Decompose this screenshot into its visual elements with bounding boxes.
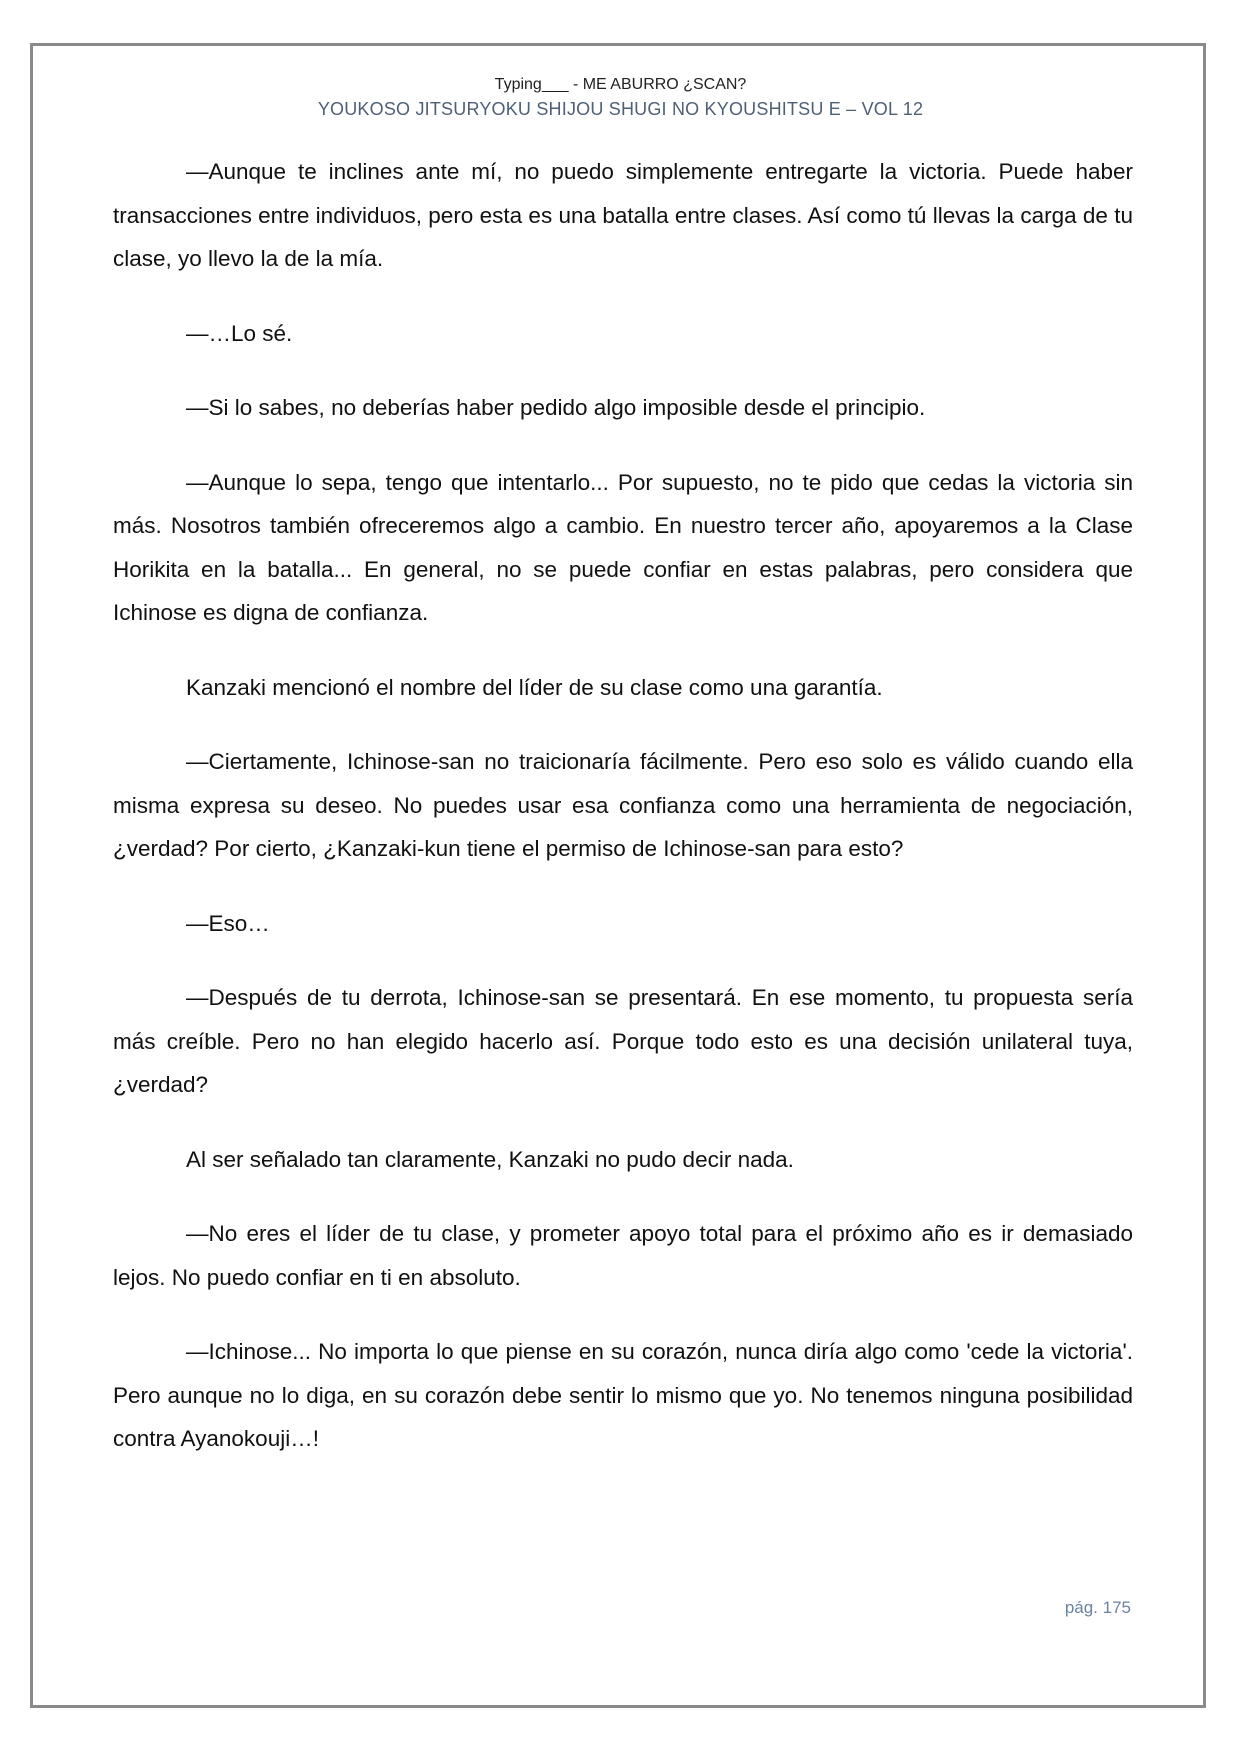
paragraph: —Eso… [186, 910, 270, 936]
paragraph: —…Lo sé. [186, 320, 293, 346]
header-credit: Typing___ - ME ABURRO ¿SCAN? [494, 76, 747, 93]
paragraph: —No eres el líder de tu clase, y prometer apoyo total para el próximo año es ir demasiado lejos. No puedo confiar en ti en absoluto. [113, 1221, 1133, 1290]
paragraph: —Aunque lo sepa, tengo que intentarlo... Por supuesto, no te pido que cedas la victoria sin más. Nosotros también ofreceremos algo a cambio. En nuestro tercer año, apoyaremos a la Clase Horikita en la batalla... En general, no se puede confiar en estas palabras, pero considera que Ichinose es digna de confianza. [113, 469, 1133, 625]
paragraph: —Ciertamente, Ichinose-san no traicionaría fácilmente. Pero eso solo es válido cuando ella misma expresa su deseo. No puedes usar esa confianza como una herramienta de negociación, ¿verdad? Por cierto, ¿Kanzaki-kun tiene el permiso de Ichinose-san para esto? [113, 749, 1133, 861]
page-number: pág. 175 [1064, 1598, 1131, 1617]
paragraph: —Después de tu derrota, Ichinose-san se presentará. En ese momento, tu propuesta sería más creíble. Pero no han elegido hacerlo así. Porque todo esto es una decisión unilateral tuya, ¿verdad? [113, 985, 1133, 1097]
page-body [113, 150, 1133, 1492]
paragraph: —Si lo sabes, no deberías haber pedido algo imposible desde el principio. [186, 395, 926, 420]
header-title: YOUKOSO JITSURYOKU SHIJOU SHUGI NO KYOUSHITSU E – VOL 12 [317, 99, 924, 119]
paragraph: Kanzaki mencionó el nombre del líder de su clase como una garantía. [186, 674, 883, 700]
paragraph: —Aunque te inclines ante mí, no puedo simplemente entregarte la victoria. Puede haber transacciones entre individuos, pero esta es una batalla entre clases. Así como tú llevas la carga de tu clase, yo llevo la de la mía. [113, 159, 1133, 271]
page-header [0, 74, 1241, 122]
paragraph: —Ichinose... No importa lo que piense en su corazón, nunca diría algo como 'cede la victoria'. Pero aunque no lo diga, en su corazón debe sentir lo mismo que yo. No tenemos ninguna posibilidad contra Ayanokouji…! [113, 1339, 1133, 1451]
paragraph: Al ser señalado tan claramente, Kanzaki no pudo decir nada. [186, 1146, 794, 1172]
